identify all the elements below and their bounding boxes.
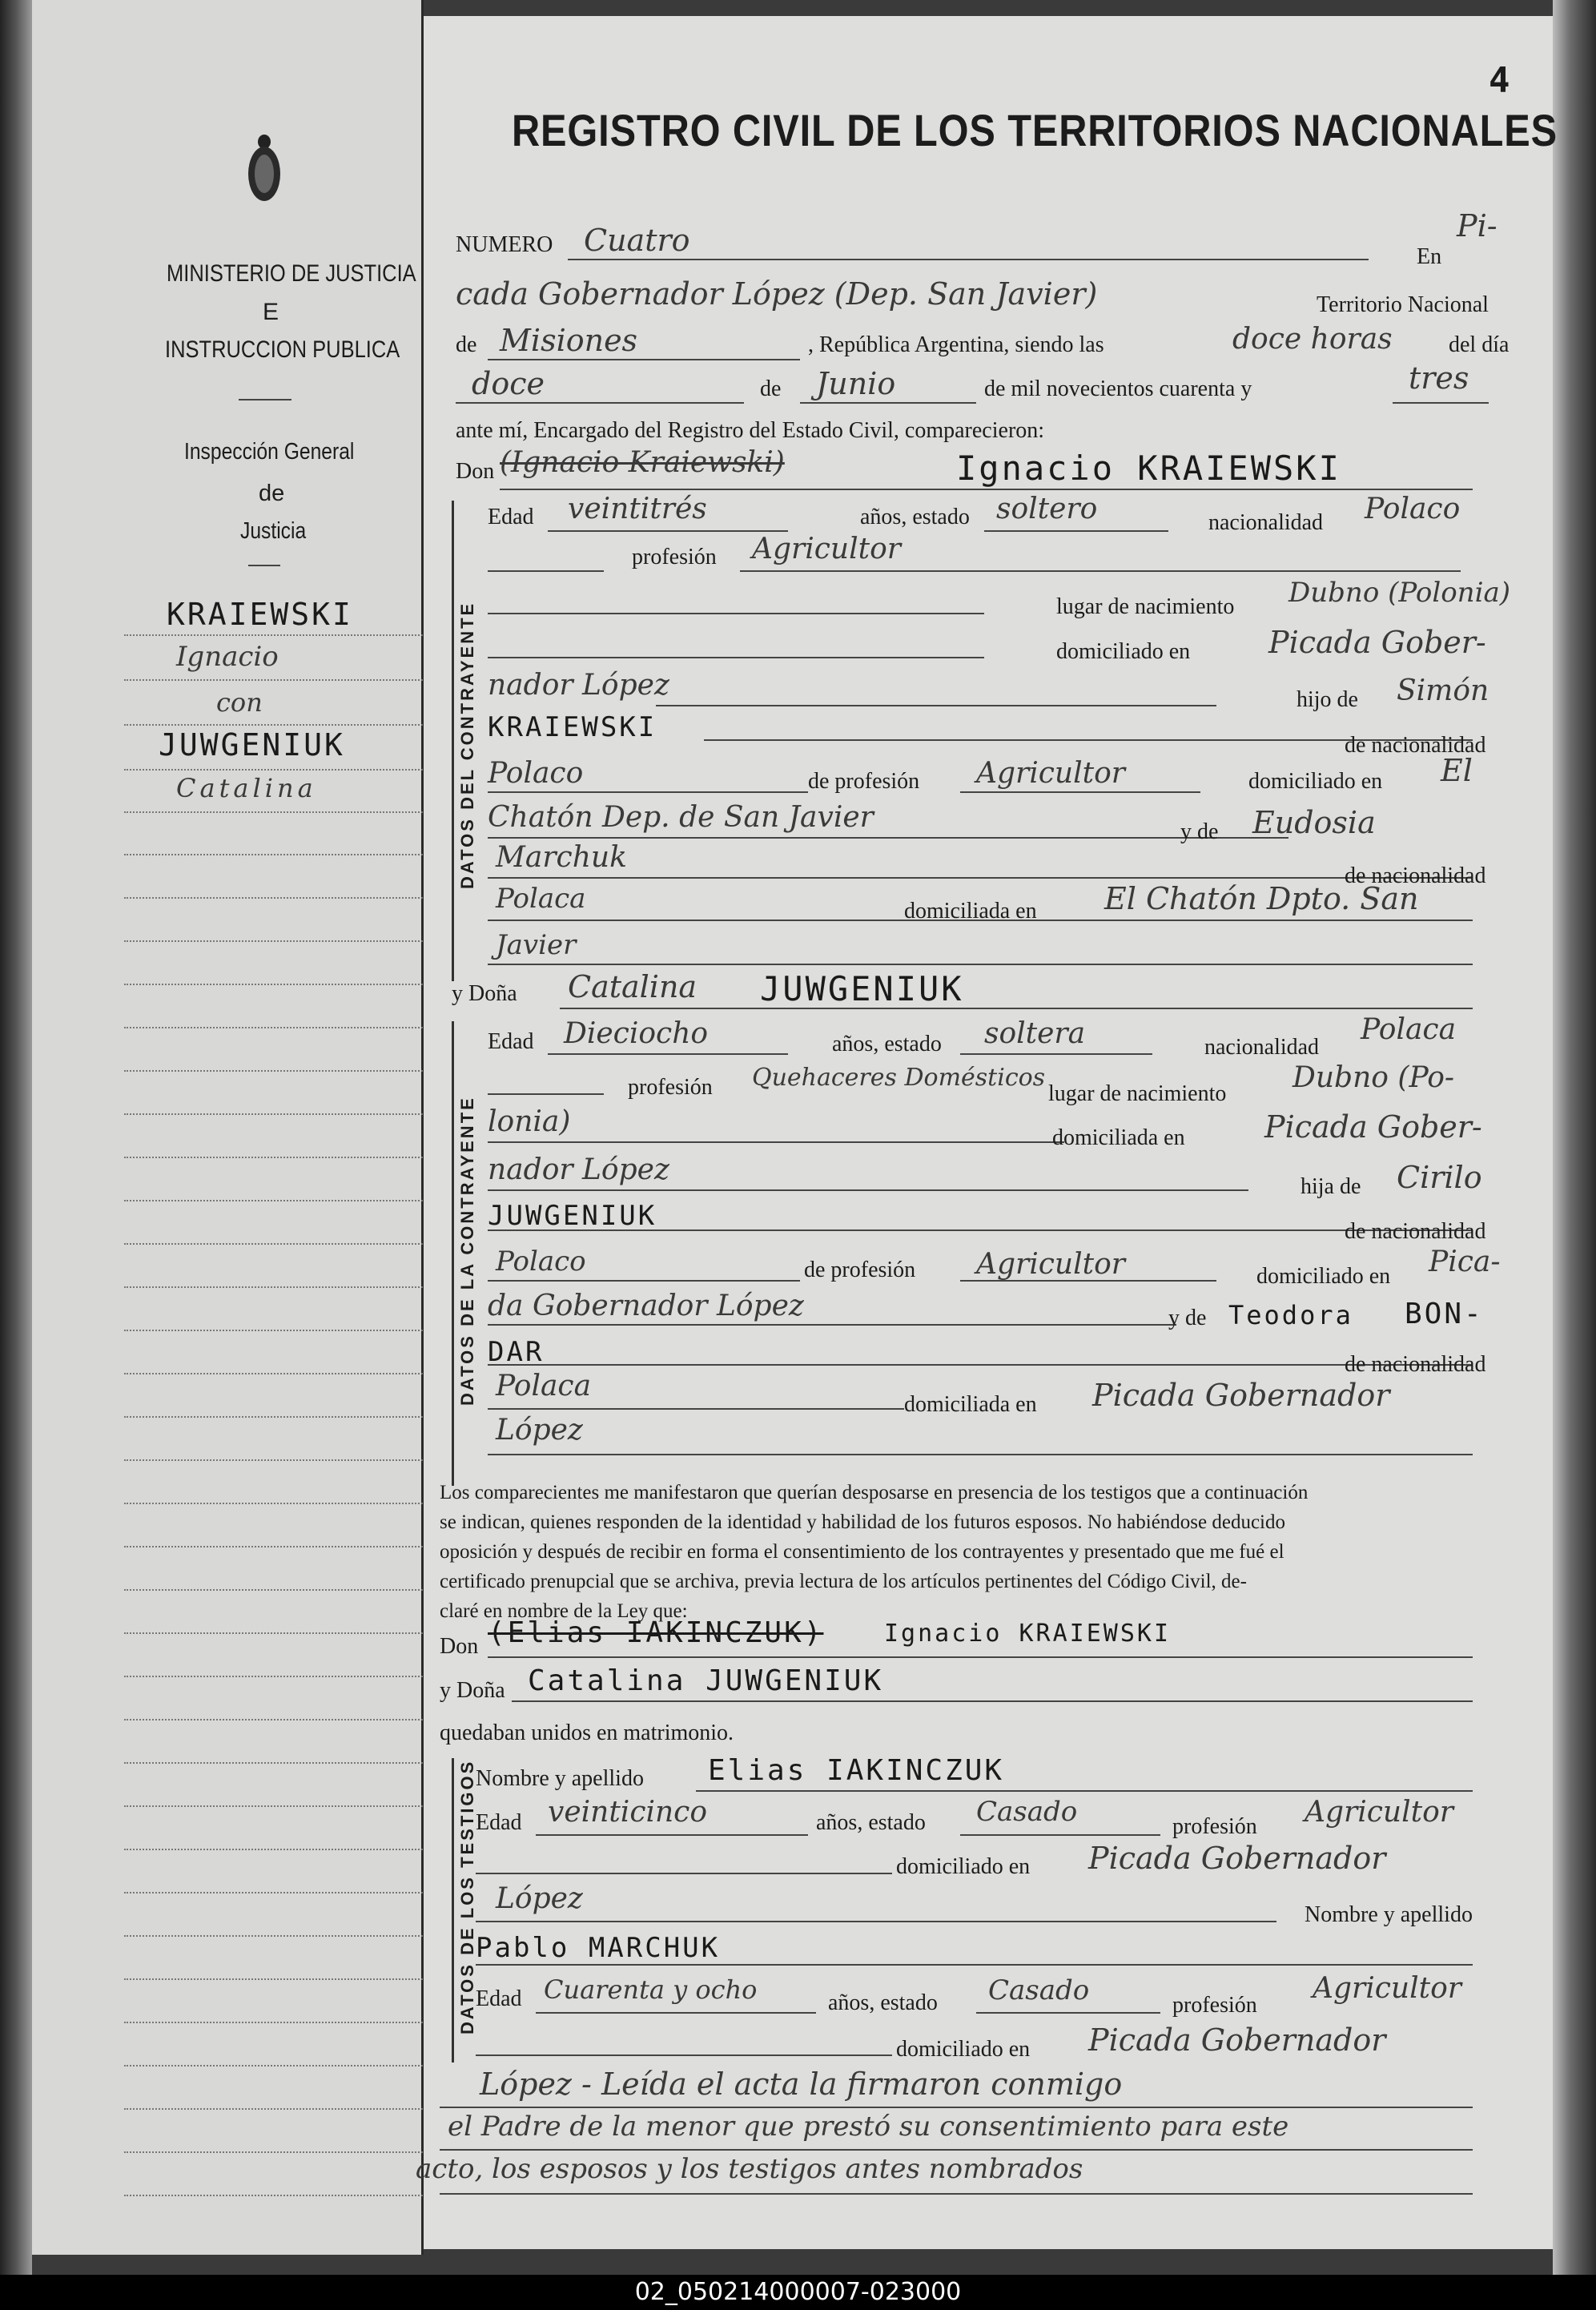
- w1-estado: Casado: [976, 1796, 1078, 1828]
- margin-bride-surname: JUWGENIUK: [159, 727, 345, 763]
- groom-de-nac2-label: de nacionalidad: [1345, 863, 1486, 888]
- bride-domiciliada-label: domiciliada en: [904, 1392, 1037, 1417]
- bride-dom2: nador López: [488, 1153, 669, 1186]
- bride-lugar2: lonia): [488, 1105, 571, 1138]
- w2-estado: Casado: [988, 1974, 1090, 2006]
- ministry-line-2: E: [263, 299, 279, 325]
- w2-prof: Agricultor: [1313, 1972, 1461, 2005]
- bride-lugar-label: lugar de nacimiento: [1048, 1081, 1227, 1106]
- declaration-line-1: Los comparecientes me manifestaron que querían desposarse en presencia de los testigos que a continuación: [440, 1482, 1309, 1503]
- bride-estado-label: años, estado: [832, 1032, 942, 1056]
- w2-edad-label: Edad: [476, 1986, 522, 2011]
- bride-bracket: [452, 1021, 454, 1486]
- declaration-line-4: certificado prenupcial que se archiva, previa lectura de los artículos pertinentes del Código Civil, de-: [440, 1571, 1247, 1592]
- w2-edad: Cuarenta y ocho: [544, 1974, 758, 2005]
- coat-of-arms-icon: [244, 132, 284, 206]
- del-dia-label: del día: [1449, 332, 1510, 357]
- groom-hijo-label: hijo de: [1296, 687, 1358, 712]
- bride-edad: Dieciocho: [564, 1017, 709, 1050]
- ante-label: ante mí, Encargado del Registro del Estado Civil, comparecieron:: [456, 418, 1045, 443]
- numero-label: NUMERO: [456, 232, 553, 257]
- decl-don-name: Ignacio KRAIEWSKI: [884, 1620, 1172, 1648]
- ministry-line-1: MINISTERIO DE JUSTICIA: [167, 260, 416, 287]
- bride-mother-last1: BON-: [1405, 1298, 1484, 1330]
- groom-edad-label: Edad: [488, 505, 534, 529]
- closing-line-3: acto, los esposos y los testigos antes nombrados: [416, 2153, 1083, 2185]
- page-number: 4: [1489, 60, 1510, 101]
- w1-dom-label: domiciliado en: [896, 1854, 1031, 1879]
- w1-prof: Agricultor: [1305, 1796, 1453, 1829]
- bride-mother-first: Teodora: [1228, 1300, 1353, 1330]
- bride-edad-label: Edad: [488, 1029, 534, 1054]
- quedaban-text: quedaban unidos en matrimonio.: [440, 1720, 734, 1745]
- page-title: REGISTRO CIVIL DE LOS TERRITORIOS NACIONALES: [512, 105, 1558, 155]
- bride-de-nac2-label: de nacionalidad: [1345, 1352, 1486, 1377]
- w1-name: Elias IAKINCZUK: [708, 1754, 1005, 1787]
- declaration-line-3: oposición y después de recibir en forma el consentimiento de los contrayentes y presentado que me fué el: [440, 1541, 1284, 1563]
- groom-y-de-label: y de: [1180, 819, 1219, 844]
- year-label: de mil novecientos cuarenta y: [984, 376, 1252, 401]
- groom-nac: Polaco: [1365, 493, 1461, 525]
- w1-estado-label: años, estado: [816, 1810, 926, 1835]
- w1-dom1: Picada Gobernador: [1088, 1841, 1386, 1876]
- bride-dom1: Picada Gober-: [1264, 1109, 1482, 1145]
- groom-mother-last: Marchuk: [496, 841, 627, 874]
- bride-y-de-label: y de: [1168, 1306, 1207, 1330]
- bride-y-dona-label: y Doña: [452, 981, 517, 1006]
- groom-estado: soltero: [996, 493, 1098, 525]
- territorio-label: Territorio Nacional: [1317, 292, 1489, 317]
- groom-estado-label: años, estado: [860, 505, 970, 529]
- w2-nombre-label: Nombre y apellido: [1305, 1902, 1473, 1927]
- groom-prof-label: profesión: [632, 545, 717, 569]
- month-value: Junio: [816, 366, 896, 401]
- w1-dom2: López: [496, 1882, 583, 1915]
- w2-estado-label: años, estado: [828, 1990, 938, 2015]
- day-value: doce: [472, 366, 545, 401]
- groom-edad: veintitrés: [568, 493, 707, 525]
- bride-name-first: Catalina: [568, 969, 697, 1004]
- bride-father-nac: Polaco: [496, 1246, 586, 1278]
- closing-line-2: el Padre de la menor que prestó su consentimiento para este: [448, 2111, 1289, 2143]
- territory-value: Misiones: [500, 323, 638, 358]
- bride-prof-label: profesión: [628, 1075, 713, 1100]
- decl-don-struck: (Elias IAKINCZUK): [488, 1616, 824, 1649]
- groom-section-label: DATOS DEL CONTRAYENTE: [457, 601, 477, 889]
- groom-de-nac-label: de nacionalidad: [1345, 733, 1486, 758]
- decl-don-label: Don: [440, 1634, 479, 1659]
- groom-don-label: Don: [456, 459, 495, 484]
- en-value: Pi-: [1457, 208, 1498, 243]
- bride-de-nac-label: de nacionalidad: [1345, 1219, 1486, 1244]
- hour-value: doce horas: [1232, 323, 1393, 356]
- groom-nac-label: nacionalidad: [1208, 510, 1324, 535]
- bride-nac: Polaca: [1361, 1013, 1457, 1046]
- w1-nombre-label: Nombre y apellido: [476, 1766, 644, 1791]
- groom-dom2: nador López: [488, 669, 669, 702]
- divider: [239, 399, 291, 400]
- bride-lugar1: Dubno (Po-: [1292, 1061, 1455, 1094]
- groom-dom-label: domiciliado en: [1056, 639, 1191, 664]
- groom-lugar: Dubno (Polonia): [1288, 577, 1510, 609]
- inspection-line-1: Inspección General: [184, 439, 355, 465]
- book-edge: [1553, 0, 1596, 2275]
- groom-prof: Agricultor: [752, 533, 901, 565]
- image-id-footer: 02_050214000007-023000: [0, 2275, 1596, 2310]
- margin-groom-firstname: Ignacio: [176, 641, 279, 673]
- margin-groom-surname: KRAIEWSKI: [167, 597, 353, 632]
- groom-father-first: Simón: [1397, 674, 1489, 707]
- de2-label: de: [760, 376, 782, 401]
- w1-prof-label: profesión: [1172, 1814, 1257, 1839]
- decl-dona-name: Catalina JUWGENIUK: [528, 1664, 884, 1697]
- groom-bracket: [452, 501, 454, 981]
- groom-father-last: KRAIEWSKI: [488, 711, 657, 743]
- bride-de-prof-label: de profesión: [804, 1258, 916, 1282]
- bride-father-dom2: da Gobernador López: [488, 1290, 804, 1322]
- declaration-line-5: claré en nombre de la Ley que:: [440, 1600, 688, 1622]
- bride-dom-label: domiciliada en: [1052, 1125, 1185, 1150]
- groom-de-prof-label: de profesión: [808, 769, 920, 794]
- witness-section-label: DATOS DE LOS TESTIGOS: [457, 1759, 477, 2034]
- groom-father-prof: Agricultor: [976, 757, 1125, 790]
- inspection-line-3: Justicia: [240, 518, 307, 544]
- book-binding: [0, 0, 32, 2275]
- w1-edad: veinticinco: [548, 1796, 708, 1829]
- groom-father-nac: Polaco: [488, 757, 584, 790]
- bride-dom2-label: domiciliado en: [1256, 1264, 1391, 1289]
- republica-label: , República Argentina, siendo las: [808, 332, 1104, 357]
- groom-domiciliada-label: domiciliada en: [904, 899, 1037, 924]
- groom-dom2-label: domiciliado en: [1248, 769, 1383, 794]
- groom-father-dom2: Chatón Dep. de San Javier: [488, 801, 874, 834]
- w1-edad-label: Edad: [476, 1810, 522, 1835]
- en-label: En: [1417, 244, 1442, 269]
- year-value: tres: [1409, 360, 1469, 396]
- numero-value: Cuatro: [584, 223, 690, 258]
- margin-con: con: [216, 687, 263, 718]
- bride-mother-dom1: Picada Gobernador: [1092, 1378, 1390, 1413]
- groom-name-struck: (Ignacio Kraiewski): [500, 446, 785, 479]
- witness-bracket: [452, 1758, 454, 2062]
- groom-dom1: Picada Gober-: [1268, 625, 1486, 660]
- margin-bride-firstname: Catalina: [176, 773, 317, 803]
- bride-father-dom1: Pica-: [1429, 1246, 1501, 1278]
- groom-mother-dom2: Javier: [496, 929, 577, 961]
- groom-name: Ignacio KRAIEWSKI: [956, 449, 1341, 488]
- groom-lugar-label: lugar de nacimiento: [1056, 594, 1235, 619]
- bride-mother-last2: DAR: [488, 1336, 545, 1368]
- w2-dom1: Picada Gobernador: [1088, 2022, 1386, 2058]
- record-page: [416, 16, 1558, 2249]
- bride-father-last: JUWGENIUK: [488, 1200, 657, 1232]
- bride-father-first: Cirilo: [1397, 1160, 1482, 1195]
- divider: [248, 565, 280, 566]
- w2-prof-label: profesión: [1172, 1993, 1257, 2018]
- bride-mother-nac: Polaca: [496, 1370, 592, 1402]
- ministry-line-3: INSTRUCCION PUBLICA: [165, 336, 400, 363]
- margin-column: [32, 0, 424, 2255]
- w2-name: Pablo MARCHUK: [476, 1932, 721, 1964]
- declaration-line-2: se indican, quienes responden de la identidad y habilidad de los futuros esposos. No habiéndose deducido: [440, 1511, 1286, 1533]
- groom-mother-nac: Polaca: [496, 883, 586, 915]
- bride-section-label: DATOS DE LA CONTRAYENTE: [457, 1096, 477, 1406]
- bride-hija-label: hija de: [1301, 1174, 1361, 1199]
- bride-mother-dom2: López: [496, 1414, 583, 1447]
- bride-name-last: JUWGENIUK: [760, 969, 964, 1008]
- closing-line-1: López - Leída el acta la firmaron conmigo: [480, 2067, 1123, 2102]
- groom-father-dom1: El: [1441, 753, 1473, 788]
- bride-father-prof: Agricultor: [976, 1248, 1125, 1281]
- bride-nac-label: nacionalidad: [1204, 1035, 1320, 1060]
- de-label: de: [456, 332, 477, 357]
- decl-dona-label: y Doña: [440, 1678, 505, 1703]
- groom-mother-dom1: El Chatón Dpto. San: [1104, 881, 1419, 916]
- bride-prof: Quehaceres Domésticos: [752, 1064, 1046, 1092]
- inspection-line-2: de: [259, 481, 285, 506]
- bride-estado: soltera: [984, 1017, 1086, 1050]
- w2-dom-label: domiciliado en: [896, 2037, 1031, 2062]
- groom-mother-first: Eudosia: [1252, 805, 1376, 840]
- place-value: cada Gobernador López (Dep. San Javier): [456, 276, 1098, 312]
